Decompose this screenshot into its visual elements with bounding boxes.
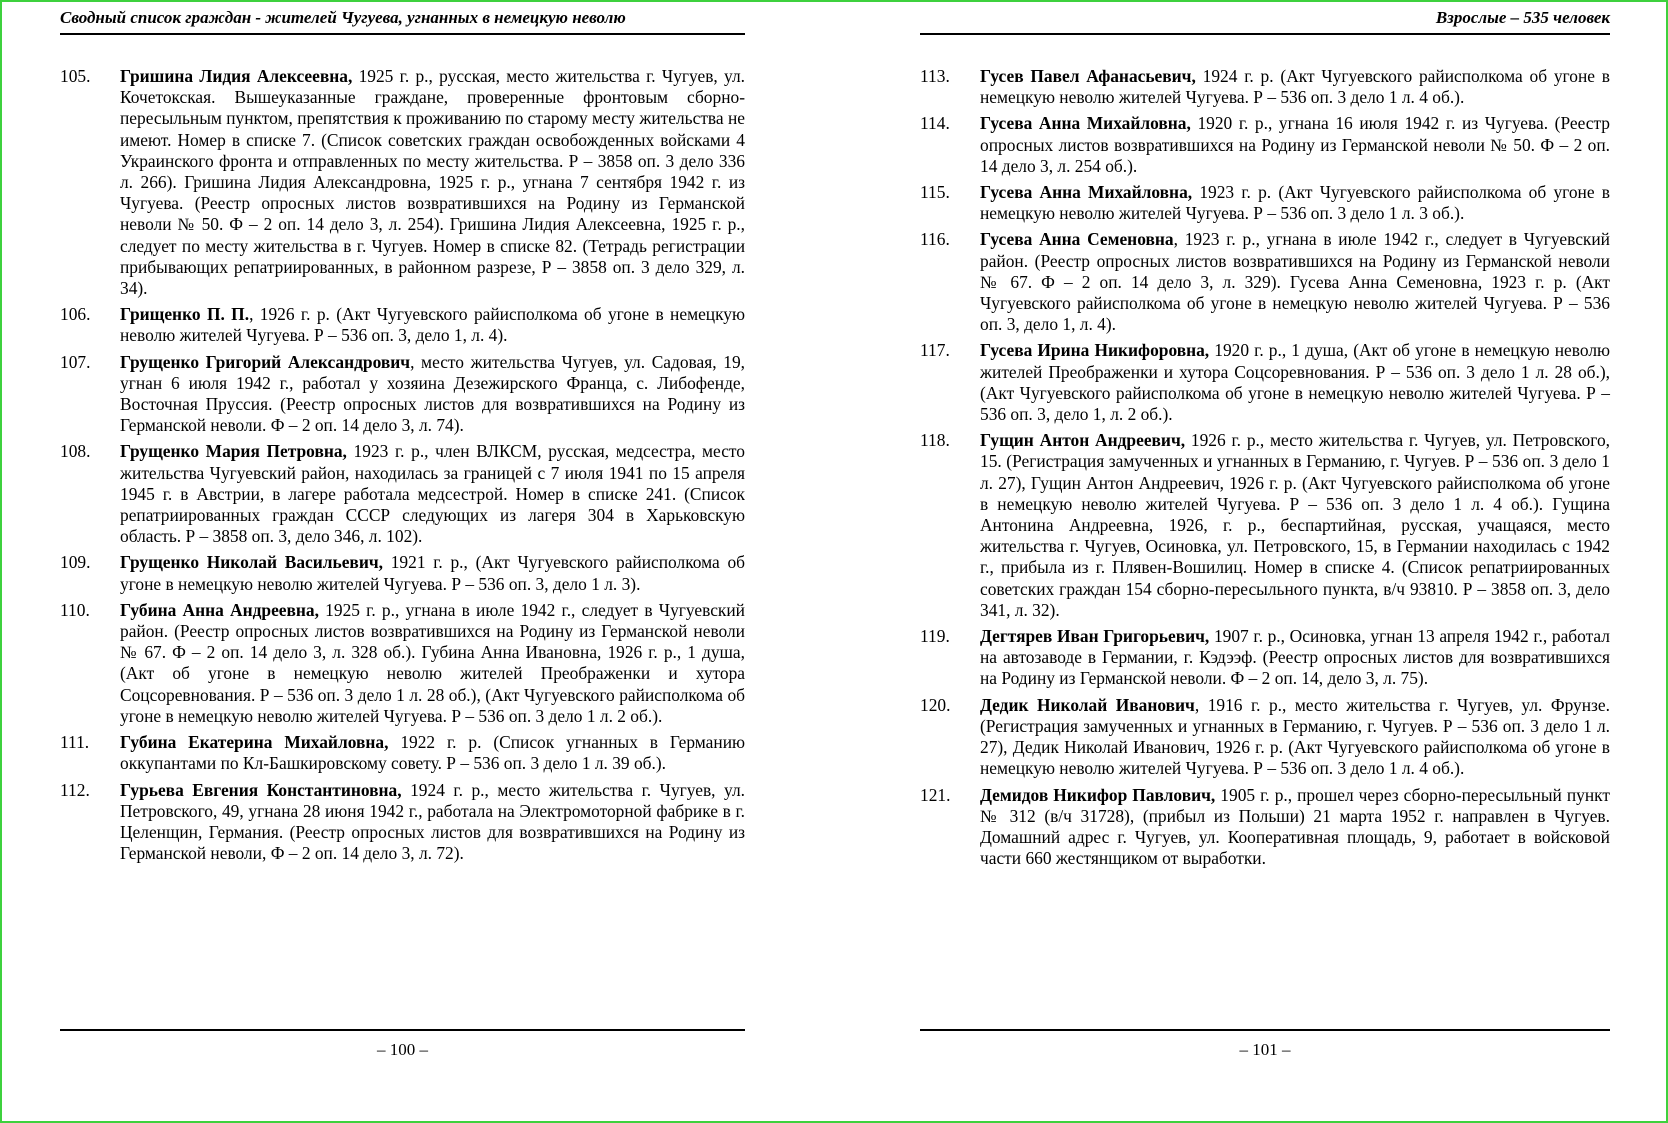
entry-name: Губина Екатерина Михайловна,	[120, 732, 389, 753]
entry-text: 1907 г. р., Осиновка, угнан 13 апреля 1942 г., работал на автозаводе в Германии, г. Кэдээф. (Реестр опросных листов для возвратившихся на Родину из Германской неволи. Ф – 2 оп. 14, дело 3, л. 75).	[980, 626, 1610, 689]
footer-divider	[60, 1029, 745, 1031]
entry-text: 1921 г. р., (Акт Чугуевского райисполкома об угоне в немецкую неволю жителей Чугуева. Р – 536 оп. 3, дело 1 л. 3).	[120, 552, 745, 594]
entry-text: 1923 г. р. (Акт Чугуевского райисполкома об угоне в немецкую неволю жителей Чугуева. Р – 536 оп. 3 дело 1 л. 3 об.).	[980, 182, 1610, 224]
list-item	[920, 229, 1610, 335]
page-number: – 101 –	[1239, 1040, 1291, 1059]
entry-body	[120, 732, 745, 774]
entry-body	[980, 182, 1610, 224]
entry-text: , 1916 г. р., место жительства г. Чугуев, ул. Фрунзе. (Регистрация замученных и угнанных в Германию, г. Чугуев. Р – 536 оп. 3 дело 1 л. 27), Дедик Николай Иванович, 1926 г. р. (Акт Чугуевского райисполкома об угоне в немецкую неволю жителей Чугуева. Р – 536 оп. 3 дело 1 л. 4 об.).	[980, 694, 1610, 779]
footer-divider	[920, 1029, 1610, 1031]
right-entries	[920, 66, 1610, 874]
entry-body	[120, 352, 745, 437]
entry-number: 117.	[920, 340, 950, 361]
list-item	[920, 182, 1610, 224]
entry-name: Грущенко Николай Васильевич,	[120, 552, 384, 573]
list-item	[60, 552, 745, 594]
entry-name: Дедик Николай Иванович	[980, 694, 1195, 715]
right-page-header: Взрослые – 535 человек	[920, 4, 1610, 35]
entry-text: 1905 г. р., прошел через сборно-пересыльный пункт № 312 (в/ч 31728), (прибыл из Польши) 21 марта 1952 г. направлен в Чугуев. Домашний адрес г. Чугуев, ул. Кооперативная площадь, 9, работает в войсковой части 660 жестянщиком от выработки.	[980, 784, 1610, 869]
entry-text: 1923 г. р., член ВЛКСМ, русская, медсестра, место жительства Чугуевский район, находилась за границей с 7 июля 1941 по 15 апреля 1945 г. в Австрии, в лагере работала медсестрой. Номер в списке 241. (Список репатриированных граждан СССР следующих из лагеря 304 в Харьковскую область. Р – 3858 оп. 3, дело 346, л. 102).	[120, 441, 745, 547]
entry-number: 116.	[920, 229, 950, 250]
entry-name: Дегтярев Иван Григорьевич,	[980, 626, 1210, 647]
entry-text: , 1923 г. р., угнана в июле 1942 г., следует в Чугуевский район. (Реестр опросных листов возвратившихся на Родину из Германской неволи № 67. Ф – 2 оп. 14 дело 3, л. 329). Гусева Анна Семеновна, 1923 г. р. (Акт Чугуевского райисполкома об угоне в немецкую неволю жителей Чугуева. Р – 536 оп. 3, дело 1, л. 4).	[980, 229, 1610, 335]
entry-number: 109.	[60, 552, 91, 573]
list-item	[60, 780, 745, 865]
entry-text: , 1926 г. р. (Акт Чугуевского райисполкома об угоне в немецкую неволю жителей Чугуева. Р – 536 оп. 3, дело 1, л. 4).	[120, 304, 745, 346]
entry-number: 108.	[60, 441, 91, 462]
entry-name: Грищенко П. П.	[120, 304, 250, 325]
left-page	[60, 0, 745, 1119]
entry-name: Гусева Анна Михайловна,	[980, 113, 1191, 134]
entry-body	[120, 441, 745, 547]
entry-number: 114.	[920, 113, 950, 134]
list-item	[60, 732, 745, 774]
entry-number: 113.	[920, 66, 950, 86]
list-item	[920, 66, 1610, 108]
entry-text: 1925 г. р., русская, место жительства г. Чугуев, ул. Кочетокская. Вышеуказанные граждане, проверенные фронтовым сборно-пересыльным пунктом, препятствия к проживанию по старому месту жительства не имеют. Номер в списке 7. (Список советских граждан освобожденных войсками 4 Украинского фронта и отправленных по месту жительства. Р – 3858 оп. 3 дело 336 л. 266). Гришина Лидия Александровна, 1925 г. р., угнана 7 сентября 1942 г. из Чугуева. (Реестр опросных листов возвратившихся на Родину из Германской неволи № 50. Ф – 2 оп. 14 дело 3, л. 254). Гришина Лидия Алексеевна, 1925 г. р., следует по месту жительства в г. Чугуев. Номер в списке 82. (Тетрадь регистрации прибывающих репатриированных, в районном разрезе, Р – 3858 оп. 3 дело 329, л. 34).	[120, 66, 746, 299]
entry-number: 105.	[60, 66, 91, 86]
entry-number: 111.	[60, 732, 90, 753]
entry-number: 107.	[60, 351, 91, 372]
entry-text: 1922 г. р. (Список угнанных в Германию оккупантами по Кл-Башкировскому совету. Р – 536 оп. 3 дело 1 л. 39 об.).	[120, 732, 745, 774]
list-item	[60, 66, 745, 299]
list-item	[60, 352, 745, 437]
entry-number: 106.	[60, 304, 91, 325]
list-item	[60, 304, 745, 346]
entry-name: Гусев Павел Афанасьевич,	[980, 66, 1196, 86]
entry-body	[120, 552, 745, 594]
list-item	[920, 430, 1610, 621]
entry-body	[120, 304, 745, 346]
entry-name: Гусева Анна Михайловна,	[980, 182, 1193, 203]
entry-body	[980, 695, 1610, 780]
right-page	[920, 0, 1610, 1119]
entry-number: 119.	[920, 626, 950, 647]
entry-name: Гурьева Евгения Константиновна,	[120, 779, 402, 800]
entry-name: Губина Анна Андреевна,	[120, 599, 319, 620]
list-item	[920, 626, 1610, 690]
entry-name: Демидов Никифор Павлович,	[980, 784, 1216, 805]
entry-number: 118.	[920, 430, 950, 451]
entry-text: 1920 г. р., 1 душа, (Акт об угоне в немецкую неволю жителей Преображенки и хутора Соцсоревнования. Р – 536 оп. 3 дело 1 л. 28 об.), (Акт Чугуевского райисполкома об угоне в немецкую неволю жителей Чугуева. Р – 536 оп. 3, дело 1, л. 2 об.).	[980, 340, 1610, 425]
entry-text: , место жительства Чугуев, ул. Садовая, 19, угнан 6 июля 1942 г., работал у хозяина Дезежирского Франца, с. Либофенде, Восточная Пруссия. (Реестр опросных листов для возвратившихся на Родину из Германской неволи. Ф – 2 оп. 14 дело 3, л. 74).	[120, 351, 745, 436]
entry-number: 120.	[920, 694, 951, 715]
left-entries	[60, 66, 745, 869]
entry-name: Гусева Анна Семеновна	[980, 229, 1174, 250]
entry-text: 1924 г. р. (Акт Чугуевского райисполкома об угоне в немецкую неволю жителей Чугуева. Р – 536 оп. 3 дело 1 л. 4 об.).	[980, 66, 1610, 108]
entry-body	[120, 780, 745, 865]
entry-text: 1920 г. р., угнана 16 июля 1942 г. из Чугуева. (Реестр опросных листов возвратившихся на Родину из Германской неволи № 50. Ф – 2 оп. 14 дело 3, л. 254 об.).	[980, 113, 1610, 176]
entry-body	[980, 626, 1610, 690]
entry-body	[980, 785, 1610, 870]
entry-body	[980, 229, 1610, 335]
list-item	[920, 785, 1610, 870]
entry-body	[120, 600, 745, 727]
entry-text: 1926 г. р., место жительства г. Чугуев, ул. Петровского, 15. (Регистрация замученных и угнанных в Германию, г. Чугуев. Р – 536 оп. 3 дело 1 л. 27), Гущин Антон Андреевич, 1926 г. р. (Акт Чугуевского райисполкома об угоне в немецкую неволю жителей Чугуева. Р – 536 оп. 3 дело 1 л. 4 об.). Гущина Антонина Андреевна, 1926, г. р., беспартийная, русская, учащаяся, место жительства г. Чугуев, Осиновка, ул. Петровского, 15, в Германии находилась с 1942 г., прибыла из г. Плявен-Вошилиц. Номер в списке 4. (Список репатриированных советских граждан 154 сборно-пересыльного пункта, в/ч 93810. Р – 3858 оп. 3, дело 341, л. 32).	[980, 430, 1610, 620]
entry-number: 121.	[920, 784, 951, 805]
list-item	[60, 600, 745, 727]
entry-name: Гришина Лидия Алексеевна,	[120, 66, 353, 86]
entry-name: Гущин Антон Андреевич,	[980, 430, 1186, 451]
entry-number: 112.	[60, 779, 90, 800]
entry-name: Гусева Ирина Никифоровна,	[980, 340, 1210, 361]
entry-text: 1924 г. р., место жительства г. Чугуев, ул. Петровского, 49, угнана 28 июня 1942 г., работала на Электромоторной фабрике в г. Целенщин, Германия. (Реестр опросных листов для возвратившихся на Родину из Германской неволи, Ф – 2 оп. 14 дело 3, л. 72).	[120, 779, 745, 864]
list-item	[60, 441, 745, 547]
left-page-header: Сводный список граждан - жителей Чугуева, угнанных в немецкую неволю	[60, 4, 745, 35]
entry-number: 115.	[920, 182, 950, 203]
entry-text: 1925 г. р., угнана в июле 1942 г., следует в Чугуевский район. (Реестр опросных листов возвратившихся на Родину из Германской неволи № 67. Ф – 2 оп. 14 дело 3, л. 328 об.). Губина Анна Ивановна, 1926 г. р., 1 душа, (Акт об угоне в немецкую неволю жителей Преображенки и хутора Соцсоревнования. Р – 536 оп. 3 дело 1 л. 28 об.), (Акт Чугуевского райисполкома об угоне в немецкую неволю жителей Чугуева. Р – 536 оп. 3 дело 1 л. 2 об.).	[120, 599, 745, 726]
entry-number: 110.	[60, 599, 90, 620]
entry-body	[980, 113, 1610, 177]
entry-name: Грущенко Григорий Александрович	[120, 351, 411, 372]
page-number: – 100 –	[377, 1040, 428, 1059]
list-item	[920, 695, 1610, 780]
entry-body	[120, 66, 745, 299]
list-item	[920, 113, 1610, 177]
entry-body	[980, 66, 1610, 108]
list-item	[920, 340, 1610, 425]
entry-name: Грущенко Мария Петровна,	[120, 441, 347, 462]
entry-body	[980, 340, 1610, 425]
entry-body	[980, 430, 1610, 621]
